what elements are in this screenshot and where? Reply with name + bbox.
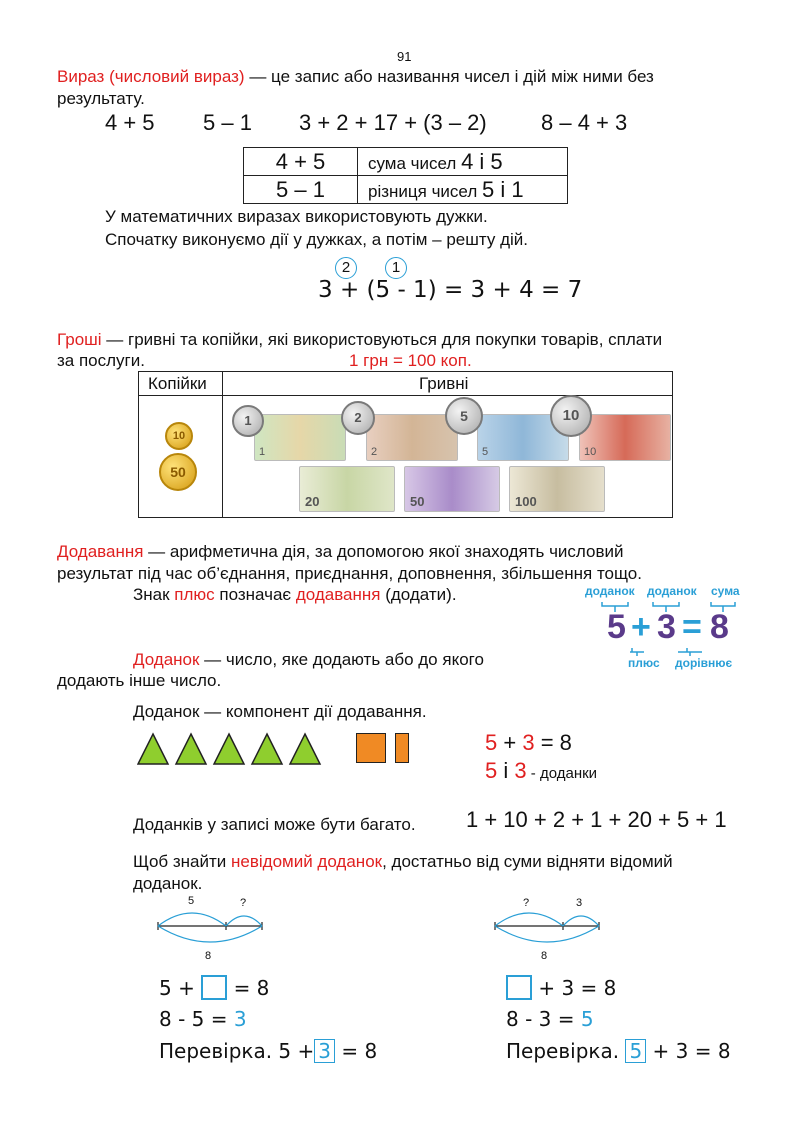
example-expression-2: 5 – 1 xyxy=(203,110,252,135)
example-expression-4: 8 – 4 + 3 xyxy=(541,110,628,135)
coin-50-kop-icon: 50 xyxy=(159,453,197,491)
coin-10-kop-icon: 10 xyxy=(165,422,193,450)
diagram-plus: + xyxy=(631,608,651,646)
plus-sign-rule: Знак плюс позначає додавання (додати). xyxy=(133,585,457,604)
addend-definition: Доданок — число, яке додають або до якого xyxy=(133,650,484,669)
order-example: 3 + (5 - 1) = 3 + 4 = 7 xyxy=(318,277,583,303)
addition-definition: Додавання — арифметична дія, за допомогою якої знаходять числовий xyxy=(57,542,624,561)
label-plus: плюс xyxy=(628,656,660,670)
segment-diagram-right xyxy=(487,902,607,952)
label-addend-2: доданок xyxy=(647,584,697,598)
many-addends-example: 1 + 10 + 2 + 1 + 20 + 5 + 1 xyxy=(466,807,727,832)
triangle-icon xyxy=(290,734,320,764)
addition-diagram xyxy=(580,582,760,674)
square-part-icon xyxy=(395,733,409,763)
banknote-2-uah-icon xyxy=(366,414,458,461)
triangles-group xyxy=(137,732,322,766)
square-icon xyxy=(356,733,386,763)
triangle-icon xyxy=(214,734,244,764)
addend-definition-line2: додають інше число. xyxy=(57,671,222,690)
diagram-result: 8 xyxy=(710,608,729,646)
expression-definition: Вираз (числовий вираз) — це запис або називання чисел і дій між ними без xyxy=(57,67,654,86)
page-number: 91 xyxy=(397,49,412,64)
addend-term: Доданок xyxy=(133,650,200,669)
triangle-icon xyxy=(252,734,282,764)
addends-label: 5 і 3 - доданки xyxy=(485,758,598,783)
brackets-rule-1: У математичних виразах використовують дужки. xyxy=(105,207,488,226)
example-expression-3: 3 + 2 + 17 + (3 – 2) xyxy=(299,110,487,135)
expression-term: Вираз (числовий вираз) xyxy=(57,67,245,86)
addend-equation: 5 + 3 = 8 xyxy=(485,730,572,755)
triangle-icon xyxy=(138,734,168,764)
label-addend-1: доданок xyxy=(585,584,635,598)
header-hryvni: Гривні xyxy=(419,374,469,393)
unknown-addend-term: невідомий доданок xyxy=(231,852,383,871)
money-term: Гроші xyxy=(57,330,102,349)
money-definition-line2: за послуги. xyxy=(57,351,145,370)
header-kopiyky: Копійки xyxy=(148,374,207,393)
money-table-divider xyxy=(222,372,223,517)
left-equation-1: 5 + = 8 xyxy=(159,976,270,1000)
left-equation-2: 8 - 5 = 3 xyxy=(159,1007,247,1031)
triangle-icon xyxy=(176,734,206,764)
unknown-addend-rule-line2: доданок. xyxy=(133,874,203,893)
expression-table xyxy=(243,147,568,204)
diagram-a: 5 xyxy=(607,608,626,646)
addend-component: Доданок — компонент дії додавання. xyxy=(133,702,427,721)
right-equation-2: 8 - 3 = 5 xyxy=(506,1007,594,1031)
coin-2-uah-icon: 2 xyxy=(341,401,375,435)
coin-5-uah-icon: 5 xyxy=(445,397,483,435)
unknown-addend-rule: Щоб знайти невідомий доданок, достатньо від суми відняти відомий xyxy=(133,852,673,871)
segment-diagram-left xyxy=(150,902,270,952)
diagram-equals: = xyxy=(682,608,702,646)
order-mark-2: 2 xyxy=(335,257,357,279)
example-expression-1: 4 + 5 xyxy=(105,110,155,135)
right-equation-1: + 3 = 8 xyxy=(506,975,616,1000)
label-sum: сума xyxy=(711,584,740,598)
table-row: 4 + 5 сума чисел 4 і 5 xyxy=(244,148,568,176)
order-mark-1: 1 xyxy=(385,257,407,279)
unknown-box xyxy=(506,975,532,1000)
coin-10-uah-icon: 10 xyxy=(550,395,592,437)
table-row: 5 – 1 різниця чисел 5 і 1 xyxy=(244,176,568,204)
coin-1-uah-icon: 1 xyxy=(232,405,264,437)
brackets-rule-2: Спочатку виконуємо дії у дужках, а потім – решту дій. xyxy=(105,230,529,249)
many-addends-text: Доданків у записі може бути багато. xyxy=(133,815,416,834)
right-check: Перевірка. 5 + 3 = 8 xyxy=(506,1039,731,1063)
label-equals: дорівнює xyxy=(675,656,733,670)
money-table-header-line xyxy=(139,395,672,396)
money-table: Копійки Гривні 10 50 1 2 5 10 1 2 5 10 20 50 100 xyxy=(138,371,673,518)
diagram-b: 3 xyxy=(657,608,676,646)
addition-term: Додавання xyxy=(57,542,144,561)
money-definition: Гроші — гривні та копійки, які використовуються для покупки товарів, сплати xyxy=(57,330,663,349)
expression-definition-line2: результату. xyxy=(57,89,145,108)
left-check: Перевірка. 5 + 3 = 8 xyxy=(159,1039,378,1063)
unknown-box xyxy=(201,975,227,1000)
addition-definition-line2: результат під час об’єднання, приєднання, доповнення, збільшення тощо. xyxy=(57,564,642,583)
money-rate: 1 грн = 100 коп. xyxy=(349,351,472,370)
banknote-1-uah-icon xyxy=(254,414,346,461)
